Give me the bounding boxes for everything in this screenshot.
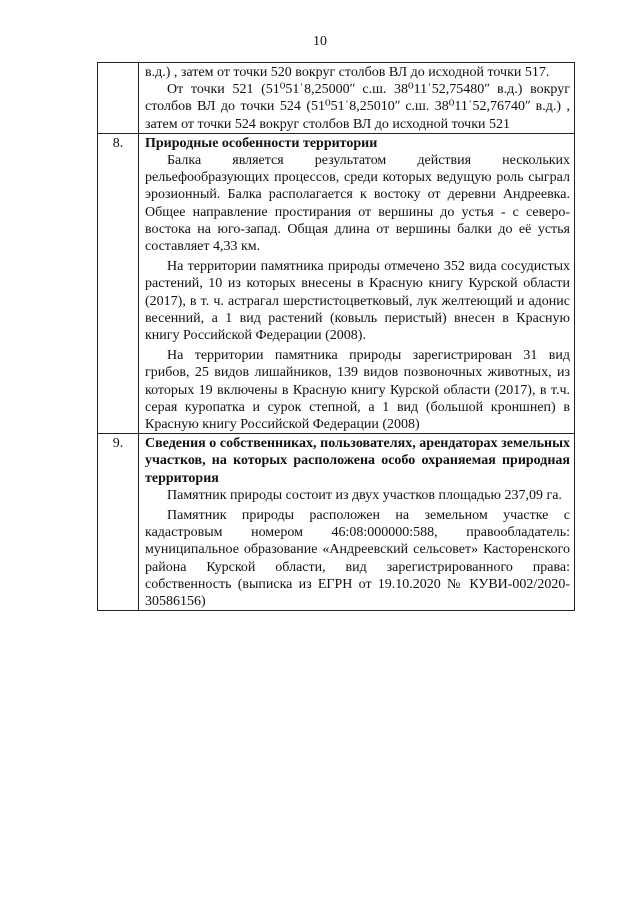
row-number: 8. — [98, 133, 139, 433]
paragraph: Памятник природы расположен на земельном участке с кадастровым номером 46:08:000000:588, правообладатель: муниципальное образование «Андреевский сельсовет» Касторенского района Курской области, вид зарегистрированного права: собственность (выписка из ЕГРН от 19.10.2020 № КУВИ-002/2020-30586156) — [145, 508, 570, 610]
section-heading: Сведения о собственниках, пользователях, арендаторах земельных участков, на которых расположена особо охраняемая природная территория — [145, 436, 570, 486]
row-content — [139, 63, 575, 134]
paragraph: На территории памятника природы отмечено 352 вида сосудистых растений, 10 из которых внесены в Красную книгу Курской области (2017), в т. ч. астрагал шерстистоцветковый, лук желтеющий и адонис весенний, а 1 вид растений (ковыль перистый) внесен в Красную книгу Российской Федерации (2008). — [145, 259, 570, 344]
page-number: 10 — [313, 34, 327, 49]
paragraph: в.д.) , затем от точки 520 вокруг столбов ВЛ до исходной точки 517. — [145, 65, 550, 80]
table-row — [98, 133, 575, 433]
table-row — [98, 434, 575, 611]
row-number: 9. — [98, 434, 139, 611]
document-table — [97, 62, 575, 611]
paragraph: На территории памятника природы зарегистрирован 31 вид грибов, 25 видов лишайников, 139 видов позвоночных животных, из которых 19 включены в Красную книгу Курской области (2017), в т.ч. серая куропатка и сурок степной, а 1 вид (большой кроншнеп) в Красную книгу Российской Федерации (2008) — [145, 348, 570, 433]
table-row — [98, 63, 575, 134]
row-content — [139, 434, 575, 611]
row-number — [98, 63, 139, 134]
paragraph: Памятник природы состоит из двух участков площадью 237,09 га. — [167, 487, 562, 503]
row-content — [139, 133, 575, 433]
section-heading: Природные особенности территории — [145, 135, 378, 151]
paragraph: Балка является результатом действия нескольких рельефообразующих процессов, среди которых ведущую роль сыграл эрозионный. Балка располагается к востоку от деревни Андреевка. Общее направление простирания от вершины до устья - с северо-востока на юго-запад. Общая длина от вершины балки до её устья составляет 4,33 км. — [145, 153, 570, 255]
paragraph: От точки 521 (51⁰51ˈ8,25000ʺ с.ш. 38⁰11ˈ52,75480ʺ в.д.) вокруг столбов ВЛ до точки 524 (51⁰51ˈ8,25010ʺ с.ш. 38⁰11ˈ52,76740ʺ в.д.) , затем от точки 524 вокруг столбов ВЛ до исходной точки 521 — [145, 82, 570, 132]
